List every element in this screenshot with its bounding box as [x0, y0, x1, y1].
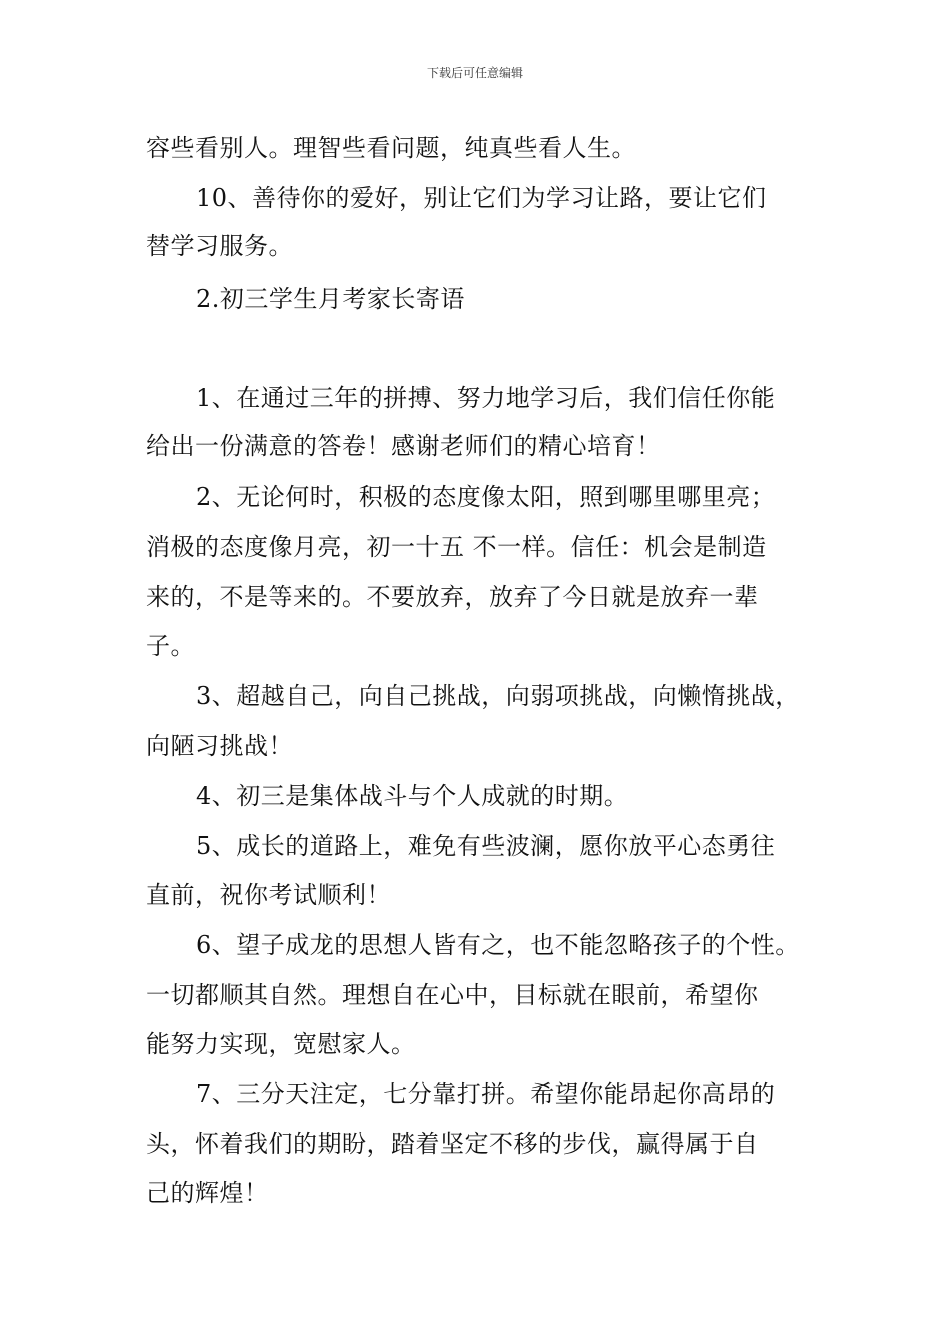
text-line: 向陋习挑战！ — [146, 732, 293, 760]
text-line: 6、望子成龙的思想人皆有之，也不能忽略孩子的个性。 — [196, 931, 800, 959]
text-line: 能努力实现，宽慰家人。 — [146, 1030, 416, 1058]
page-header-note: 下载后可任意编辑 — [426, 66, 523, 80]
text-line: 1、在通过三年的拼搏、努力地学习后，我们信任你能 — [196, 384, 776, 412]
text-line: 7、三分天注定，七分靠打拼。希望你能昂起你高昂的 — [196, 1080, 776, 1108]
text-line: 消极的态度像月亮，初一十五 不一样。信任：机会是制造 — [146, 533, 767, 561]
text-line: 10、善待你的爱好，别让它们为学习让路，要让它们 — [196, 184, 767, 212]
text-line: 一切都顺其自然。理想自在心中，目标就在眼前，希望你 — [146, 981, 759, 1009]
text-line: 2、无论何时，积极的态度像太阳，照到哪里哪里亮； — [196, 483, 776, 511]
text-line: 替学习服务。 — [146, 232, 293, 260]
text-line: 直前，祝你考试顺利！ — [146, 881, 391, 909]
text-line: 5、成长的道路上，难免有些波澜，愿你放平心态勇往 — [196, 832, 776, 860]
text-line: 子。 — [146, 632, 195, 660]
text-line: 4、初三是集体战斗与个人成就的时期。 — [196, 782, 629, 810]
section-heading: 2.初三学生月考家长寄语 — [196, 285, 465, 313]
text-line: 容些看别人。理智些看问题，纯真些看人生。 — [146, 134, 636, 162]
text-line: 给出一份满意的答卷！感谢老师们的精心培育！ — [146, 432, 661, 460]
text-line: 己的辉煌！ — [146, 1179, 269, 1207]
text-line: 来的，不是等来的。不要放弃，放弃了今日就是放弃一辈 — [146, 583, 759, 611]
text-line: 3、超越自己，向自己挑战，向弱项挑战，向懒惰挑战， — [196, 682, 800, 710]
text-line: 头，怀着我们的期盼，踏着坚定不移的步伐，赢得属于自 — [146, 1130, 759, 1158]
